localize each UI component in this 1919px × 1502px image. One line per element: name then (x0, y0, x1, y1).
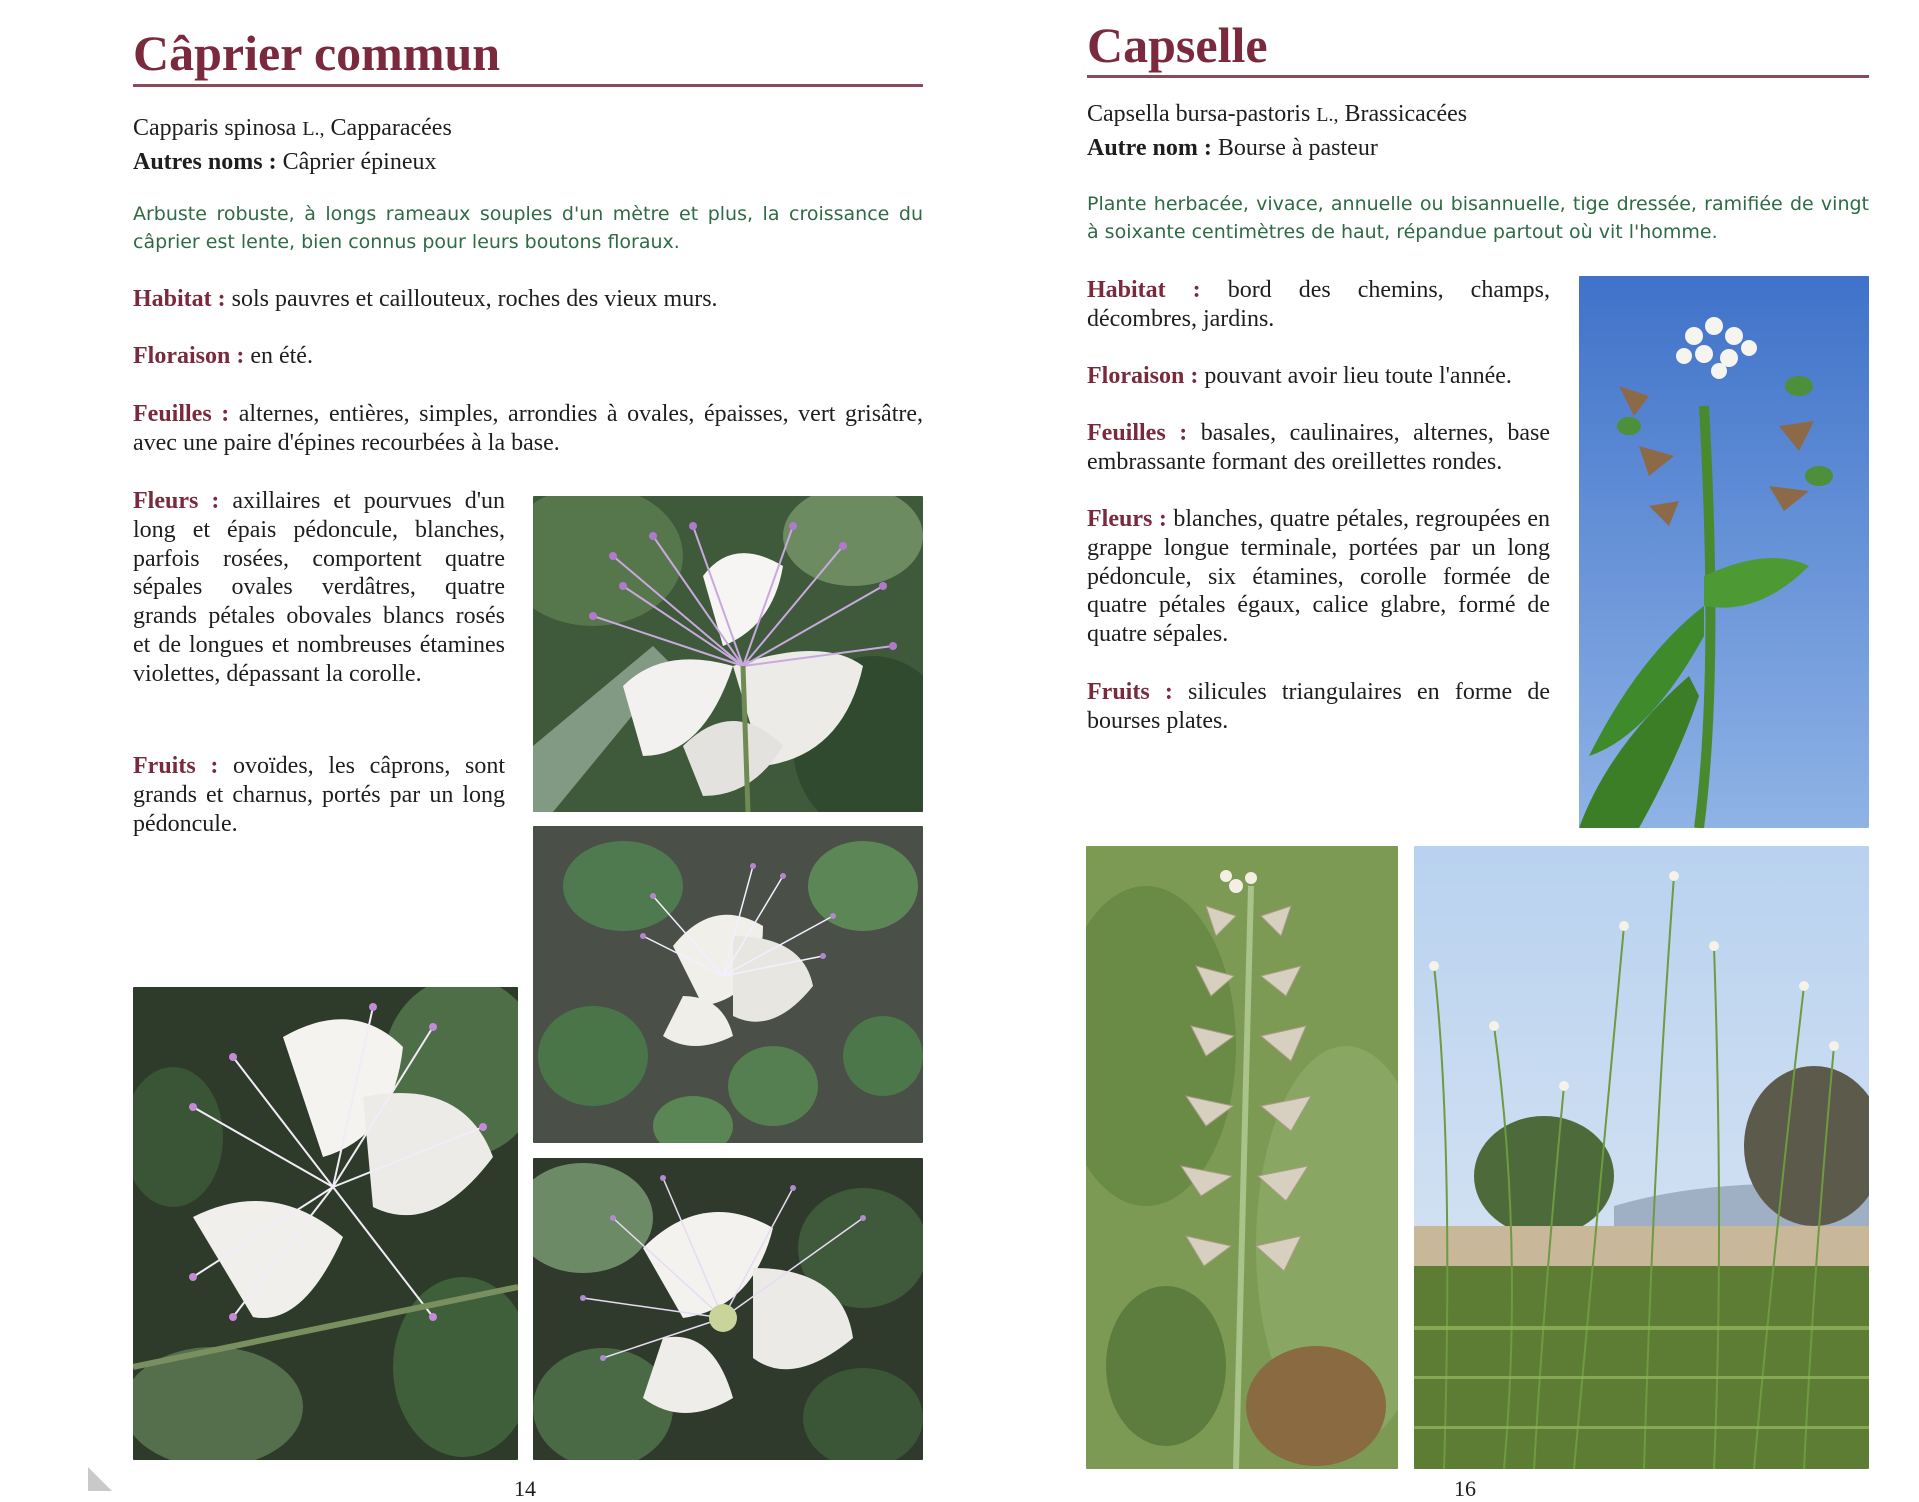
fleurs-label: Fleurs : (133, 488, 220, 514)
scientific-line (1087, 99, 1467, 129)
fruits-label: Fruits : (133, 753, 219, 779)
page-title: Câprier commun (133, 25, 501, 81)
author-abbrev: L., (302, 118, 325, 140)
habitat-field (133, 285, 923, 314)
other-names-line (1087, 133, 1378, 163)
scientific-name: Capparis spinosa (133, 115, 297, 141)
author-abbrev: L., (1316, 104, 1339, 126)
habitat-field (1087, 276, 1550, 334)
capselle-sky-photo (1579, 276, 1869, 828)
page-number: 14 (514, 1476, 536, 1501)
feuilles-label: Feuilles : (1087, 420, 1188, 446)
habitat-label: Habitat : (133, 286, 226, 312)
habitat-value: sols pauvres et caillouteux, roches des vieux murs. (231, 286, 718, 312)
fruits-field (1087, 678, 1550, 736)
family-name: Brassicacées (1344, 101, 1468, 127)
title-rule (1087, 75, 1869, 78)
caper-flower-photo-4 (133, 987, 518, 1460)
caper-flower-photo-2 (533, 826, 923, 1143)
floraison-value: pouvant avoir lieu toute l'année. (1204, 363, 1512, 389)
fleurs-field (133, 487, 505, 689)
page-number: 16 (1454, 1476, 1476, 1501)
capselle-pods-photo (1086, 846, 1398, 1469)
caper-flower-photo-1 (533, 496, 923, 812)
floraison-field (133, 342, 923, 371)
other-names-label: Autre nom : (1087, 135, 1212, 161)
scientific-name: Capsella bursa-pastoris (1087, 101, 1311, 127)
capselle-field-photo (1414, 846, 1869, 1469)
intro-text: Arbuste robuste, à longs rameaux souples d'un mètre et plus, la croissance du câprier est lente, bien connus pour leurs boutons floraux. (133, 203, 923, 253)
scientific-line (133, 113, 452, 143)
other-names-value: Câprier épineux (282, 149, 437, 175)
fleurs-field (1087, 505, 1550, 649)
floraison-label: Floraison : (133, 343, 245, 369)
right-page (959, 0, 1919, 1501)
feuilles-value: alternes, entières, simples, arrondies à ovales, épaisses, vert grisâtre, avec une paire d'épines recourbées à la base. (133, 401, 924, 456)
page-title: Capselle (1087, 17, 1268, 73)
intro-text: Plante herbacée, vivace, annuelle ou bisannuelle, tige dressée, ramifiée de vingt à soixante centimètres de haut, répandue partout où vit l'homme. (1087, 193, 1869, 243)
feuilles-field (1087, 419, 1550, 477)
caper-flower-photo-3 (533, 1158, 923, 1460)
other-names-line (133, 147, 437, 177)
floraison-label: Floraison : (1087, 363, 1199, 389)
fleurs-value: axillaires et pourvues d'un long et épais pédoncule, blanches, parfois rosées, comportent quatre sépales ovales verdâtres, quatre grands pétales obovales blancs rosés et de longues et nombreuses étamines violettes, dépassant la corolle. (133, 488, 506, 687)
other-names-label: Autres noms : (133, 149, 277, 175)
family-name: Capparacées (330, 115, 452, 141)
title-rule (133, 84, 923, 87)
left-page (0, 0, 959, 1501)
fruits-field (133, 752, 505, 838)
fruits-value: ovoïdes, les câprons, sont grands et charnus, portés par un long pédoncule. (133, 753, 506, 837)
feuilles-field (133, 400, 923, 458)
other-names-value: Bourse à pasteur (1217, 135, 1378, 161)
feuilles-label: Feuilles : (133, 401, 230, 427)
fruits-label: Fruits : (1087, 679, 1173, 705)
fleurs-value: blanches, quatre pétales, regroupées en grappe longue terminale, portées par un long pédoncule, six étamines, corolle formée de quatre pétales égaux, calice glabre, formé de quatre sépales. (1087, 506, 1550, 648)
floraison-value: en été. (250, 343, 313, 369)
fleurs-label: Fleurs : (1087, 506, 1167, 532)
fruits-value: silicules triangulaires en forme de bourses plates. (1087, 679, 1550, 734)
page-curl (88, 1467, 112, 1491)
floraison-field (1087, 362, 1550, 391)
habitat-value: bord des chemins, champs, décombres, jardins. (1087, 277, 1550, 332)
feuilles-value: basales, caulinaires, alternes, base embrassante formant des oreillettes rondes. (1087, 420, 1550, 475)
habitat-label: Habitat : (1087, 277, 1201, 303)
